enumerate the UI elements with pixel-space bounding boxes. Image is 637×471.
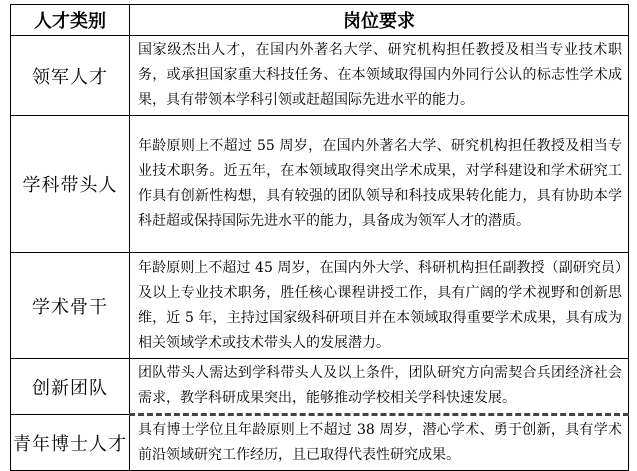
table-row xyxy=(11,359,629,415)
talent-requirements-table xyxy=(10,4,629,471)
row-requirement: 团队带头人需达到学科带头人及以上条件，团队研究方向需契合兵团经济社会需求，教学科研成果突出，能够推动学校相关学科快速发展。 xyxy=(130,359,629,415)
table-row xyxy=(11,253,629,359)
row-requirement: 年龄原则上不超过 55 周岁，在国内外著名大学、研究机构担任教授及相当专业技术职务。近五年，在本领域取得突出学术成果，对学科建设和学术研究工作具有创新性构想，具有较强的团队领导和科技成果转化能力，具有协助本学科赶超或保持国际先进水平的能力，具备成为领军人才的潜质。 xyxy=(130,116,629,253)
row-category: 领军人才 xyxy=(11,36,130,116)
row-requirement: 具有博士学位且年龄原则上不超过 38 周岁，潜心学术、勇于创新，具有学术前沿领域研究工作经历，且已取得代表性研究成果。 xyxy=(130,415,629,471)
table-header-row xyxy=(11,5,629,36)
row-requirement: 年龄原则上不超过 45 周岁，在国内外大学、科研机构担任副教授（副研究员）及以上专业技术职务，胜任核心课程讲授工作，具有广阔的学术视野和创新思维，近 5 年，主持过国家级科研项目并在本领域取得重要学术成果，具有成为相关领域学术或技术带头人的发展潜力。 xyxy=(130,253,629,359)
row-category: 青年博士人才 xyxy=(11,415,130,471)
row-category: 学术骨干 xyxy=(11,253,130,359)
table-row xyxy=(11,116,629,253)
row-category: 创新团队 xyxy=(11,359,130,415)
table-row xyxy=(11,415,629,471)
header-category: 人才类别 xyxy=(11,5,130,36)
row-requirement: 国家级杰出人才，在国内外著名大学、研究机构担任教授及相当专业技术职务，或承担国家重大科技任务、在本领域取得国内外同行公认的标志性学术成果，具有带领本学科引领或赶超国际先进水平的能力。 xyxy=(130,36,629,116)
table-row xyxy=(11,36,629,116)
row-category: 学科带头人 xyxy=(11,116,130,253)
header-requirements: 岗位要求 xyxy=(130,5,629,36)
